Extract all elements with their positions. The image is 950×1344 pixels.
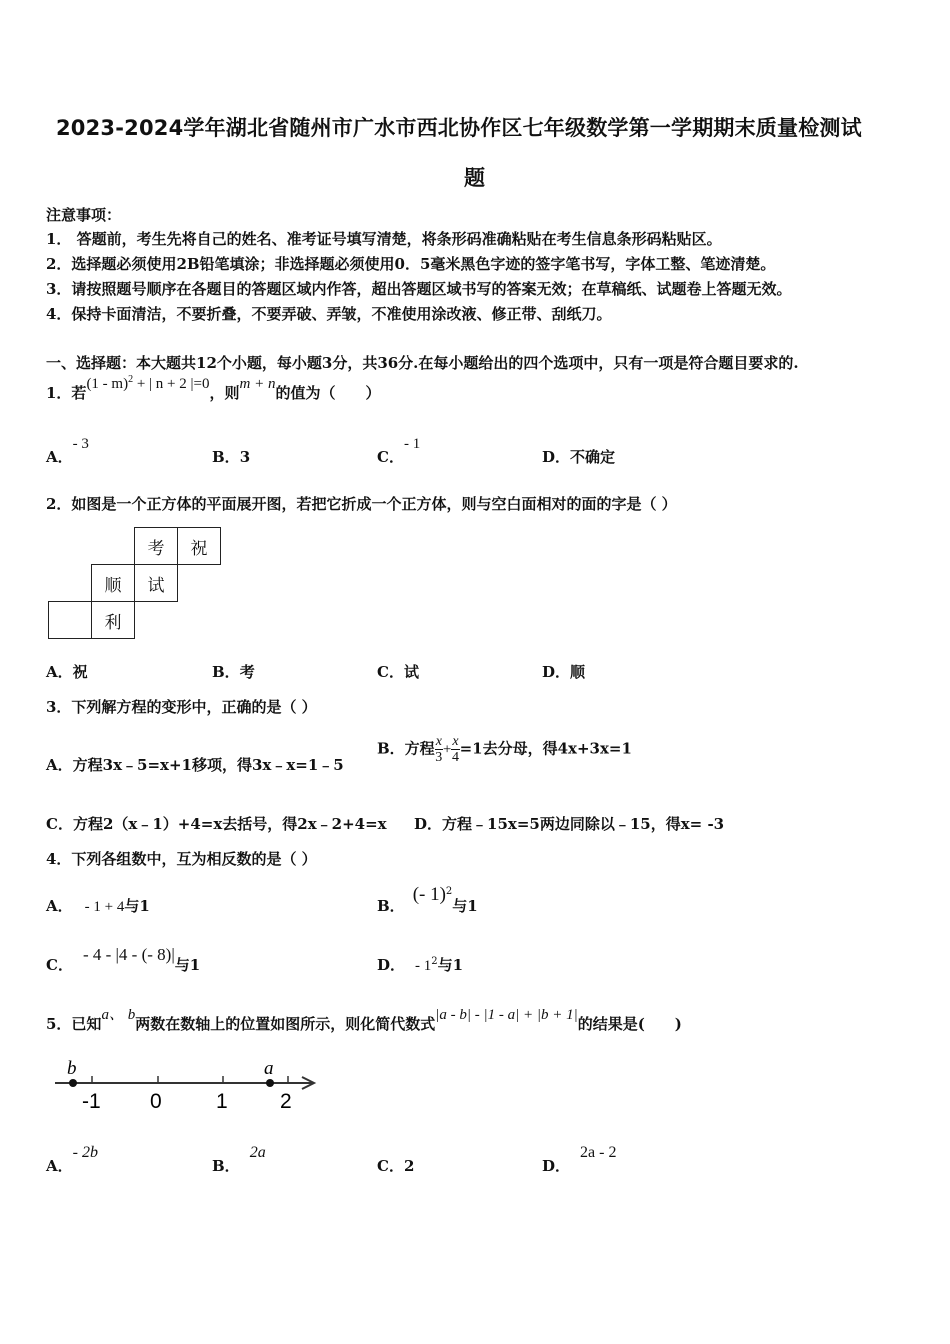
tick-label: 1 <box>216 1090 228 1113</box>
net-cell: 试 <box>135 565 178 602</box>
q3-option-d[interactable]: D．方程﹣15x=5两边同除以﹣15，得x= -3 <box>414 815 725 833</box>
q1-option-a[interactable]: A．- 3 <box>46 436 89 466</box>
notice-item: 3．请按照题号顺序在各题目的答题区域内作答，超出答题区域书写的答案无效；在草稿纸、试题卷上答题无效。 <box>46 280 792 298</box>
net-cell-blank <box>49 602 92 639</box>
notice-item: 4．保持卡面清洁，不要折叠，不要弄破、弄皱，不准使用涂改液、修正带、刮纸刀。 <box>46 305 612 323</box>
q4-option-d[interactable]: D． - $1^2$与1 <box>377 956 464 974</box>
q1-prefix: 1．若 <box>46 384 87 402</box>
q1-expression: (1 - m)$^2$ + | n + 2 |=0 <box>86 374 210 392</box>
q3-option-a[interactable]: A．方程3x﹣5=x+1移项，得3x﹣x=1﹣5 <box>46 756 344 774</box>
notice-item: 2．选择题必须使用2B铅笔填涂；非选择题必须使用0．5毫米黑色字迹的签字笔书写，字体工整、笔迹清楚。 <box>46 255 776 273</box>
q3-option-c[interactable]: C．方程2（x﹣1）+4=x去括号，得2x﹣2+4=x <box>46 815 387 833</box>
page-title: 2023-2024学年湖北省随州市广水市西北协作区七年级数学第一学期期末质量检测试 <box>56 116 862 140</box>
cube-net-figure <box>48 527 221 639</box>
number-line-figure <box>50 1056 330 1116</box>
q2-option-a[interactable]: A．祝 <box>46 663 88 681</box>
q2-option-c[interactable]: C．试 <box>377 663 419 681</box>
tick-label: -1 <box>82 1090 101 1113</box>
q5-expression: |a - b| - |1 - a| + |b + 1| <box>435 1007 578 1023</box>
q5-option-a[interactable]: A．- 2b <box>46 1144 98 1175</box>
net-cell: 顺 <box>92 565 135 602</box>
tick-label: 0 <box>150 1090 162 1113</box>
q4-option-b[interactable]: B．(- 1)$^2$与1 <box>377 884 478 915</box>
point-b <box>69 1079 77 1087</box>
net-cell: 祝 <box>178 528 221 565</box>
q4-option-c[interactable]: C．- 4 - |4 - (- 8)|与1 <box>46 945 201 974</box>
question-5: 5．已知a、 b两数在数轴上的位置如图所示，则化简代数式|a - b| - |1 - a| + |b + 1|的结果是( ) <box>46 1007 682 1033</box>
net-cell: 利 <box>92 602 135 639</box>
q2-option-d[interactable]: D．顺 <box>542 663 586 681</box>
question-2: 2．如图是一个正方体的平面展开图，若把它折成一个正方体，则与空白面相对的面的字是（ ） <box>46 495 677 513</box>
notice-item: 1． 答题前，考生先将自己的姓名、准考证号填写清楚，将条形码准确粘贴在考生信息条形码粘贴区。 <box>46 230 722 248</box>
q1-expression-2: m + n <box>239 376 276 392</box>
point-a-label: a <box>264 1058 274 1079</box>
section-heading: 一、选择题：本大题共12个小题，每小题3分，共36分.在每小题给出的四个选项中，只有一项是符合题目要求的. <box>46 354 799 372</box>
page-title-continued: 题 <box>464 166 486 190</box>
fraction: $\frac{x}{3}$ <box>435 734 443 765</box>
point-b-label: b <box>67 1058 77 1079</box>
q1-option-d[interactable]: D．不确定 <box>542 448 616 466</box>
tick-label: 2 <box>280 1090 292 1113</box>
notice-heading: 注意事项： <box>46 206 122 224</box>
net-cell: 考 <box>135 528 178 565</box>
q5-option-c[interactable]: C．2 <box>377 1157 415 1175</box>
question-3: 3．下列解方程的变形中，正确的是（ ） <box>46 698 317 716</box>
q4-option-a[interactable]: A． - 1 + 4与1 <box>46 897 150 915</box>
question-4: 4．下列各组数中，互为相反数的是（ ） <box>46 850 317 868</box>
fraction: $\frac{x}{4}$ <box>451 734 459 765</box>
question-1: 1．若(1 - m)$^2$ + | n + 2 |=0，则m + n的值为（ ） <box>46 374 381 402</box>
q1-option-b[interactable]: B．3 <box>212 448 251 466</box>
q5-option-d[interactable]: D．2a - 2 <box>542 1144 617 1175</box>
q3-option-b[interactable]: B．方程 $\frac{x}{3}$ + $\frac{x}{4}$ =1去分母，得4x+3x=1 <box>377 734 632 765</box>
q5-option-b[interactable]: B．2a <box>212 1144 266 1175</box>
q2-option-b[interactable]: B．考 <box>212 663 255 681</box>
q5-vars: a、 b <box>101 1007 136 1023</box>
point-a <box>266 1079 274 1087</box>
q1-option-c[interactable]: C．- 1 <box>377 436 421 466</box>
